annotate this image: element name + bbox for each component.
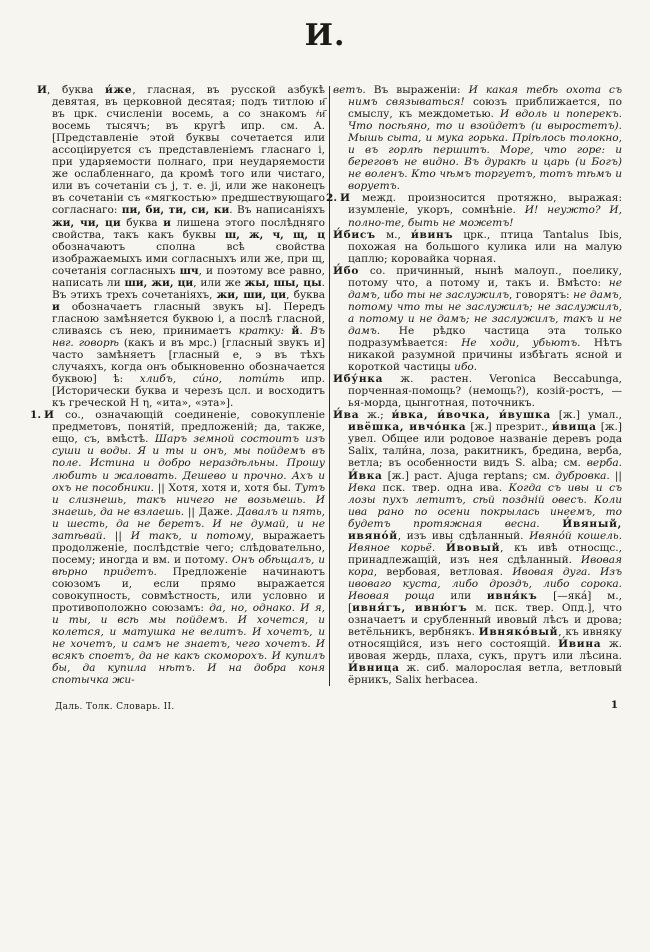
dictionary-paragraph [333,84,622,192]
text-run: ж. сиб. малорослая ветла, ветловый ёрникъ, Salix herbacea. [348,662,622,687]
text-run: . || [606,469,622,482]
text-run: , буква [46,84,106,96]
text-run [435,542,446,554]
text-run: [ж.] раст. Ajuga reptans; см. [382,469,556,482]
text-run: [ж.] презрит., [466,421,552,434]
left-column [30,84,326,687]
text-run: м., [375,228,411,241]
text-run: не дамъ, ибо ты не заслужилъ [348,276,622,301]
text-run: || [105,529,131,542]
text-run: Предложеніе начинаютъ союзомъ и, если прямо выражается совокупность, совмѣстность, или условно и противоположно союзамъ: [52,565,325,615]
text-run: Въ нвг. говорѣ [52,324,325,349]
text-run: жи, ши, ци [216,288,287,301]
dictionary-paragraph [333,265,622,373]
text-run: И какая тебѣ охота съ нимъ связываться! [348,84,622,109]
text-run: со. причинный, нынѣ малоуп., поелику, потому что, а потому и, такъ и. Вмѣсто: [348,264,622,289]
text-run: И́вовый [445,541,501,554]
text-run: и́вка, и́вочка, и́вушка [391,409,551,422]
page-number: 1 [610,699,618,711]
text-run: И! неужто? И, полно-те, быть не можетъ! [348,204,622,229]
text-run: И [340,192,350,205]
text-run: Давалъ и пять, и шесть, да не беретъ. И не думай, и не затѣвай. [52,505,325,542]
text-run: [ж.] умал., [550,409,623,422]
text-run: межд. произносится протяжно, выражая: изумленіе, укоръ, сомнѣніе. [348,192,622,217]
text-run: , буква [286,288,325,301]
text-run: , къ ивняку относящійся, изъ него состоящій. [348,626,622,651]
text-run: шч [179,264,199,277]
text-run: кратку: [238,324,285,337]
text-run: буква [120,216,164,229]
text-run: Въ выраженіи: [365,84,469,96]
text-run: ж. растен. Veronica Beccabunga, порченная-помощь? (немощь?), козій-ростъ, —ья-морда, цынготная, поточникъ. [348,373,622,410]
text-run: обозначаютъ сполна всѣ свойства изображаемыхъ ими согласныхъ или же, при щ, сочетанія согласныхъ [52,240,325,277]
dictionary-paragraph [30,409,326,687]
dictionary-paragraph [333,409,622,686]
text-run: И́вница [348,662,400,675]
text-run: ши, жи, ци [124,276,194,289]
text-run: И вдоль и поперекъ. Что посѣяно, то и взойдетъ (и выростетъ). Мышь сыта, и мука горька. Пріѣлось толокно, и въ горлѣ першитъ. Море, что горе: и береговъ не видно. Въ дуракѣ и царь (и Богъ) не воленъ. Кто чѣмъ торгуетъ, тотъ тѣмъ и воруетъ. [348,108,622,193]
text-run: ивня́гъ, ивню́гъ [352,602,468,615]
text-run: и́же [105,84,133,96]
text-run: верба [586,457,619,470]
text-run: Ибу́нка [333,373,384,386]
right-column [326,84,623,687]
dictionary-paragraph [37,84,325,409]
text-run: Не ходи, убьютъ. [461,336,581,349]
text-run: . [473,361,478,374]
text-run: црк., птица Tantalus Ibis, похожая на большого кулика или на малую цаплю; коровайка чорная. [348,228,622,265]
column-divider [329,86,330,686]
text-run: , вербовая, ветловая. [373,565,513,578]
text-run: И [44,409,54,422]
dictionary-paragraph [333,229,622,265]
text-run: жи, чи, ци [52,216,121,229]
text-run: м. пск. твер. Опд.], что означаетъ и срубленный ивовый лѣсъ и дрова; ветёльникъ, вербнякъ. [348,602,622,639]
text-run: лишена этого послѣдняго свойства, такъ какъ буквы [52,216,325,241]
text-run: И [37,84,47,96]
paragraph-number: 2. [326,192,338,205]
text-run: . [618,457,622,470]
dictionary-paragraph [333,373,622,409]
text-run: Тутъ и слизнешь, такъ ничего не возьмешь. И знаешь, да не взлаешь. [52,481,325,518]
text-run: обозначаетъ гласный звукъ ы]. Передъ гласною замѣняется буквою і, а послѣ гласной, сливаясь съ нею, принимаетъ [52,300,325,337]
text-run: Не рѣдко частица эта только подразумѣвается: [348,324,622,349]
text-run: ветъ. [333,84,366,96]
text-run: И́вяный, ивяно́й [348,517,623,542]
text-run: Ивовая кора [348,553,622,578]
text-run: Ивняко́вый [478,626,559,639]
text-run: , гласная, въ русской азбукѣ девятая, въ церковной десятая; подъ титлою и҃ въ црк. счисленіи восемь, а со знакомъ ҂и҃ восемь тысячъ; въ кругѣ ипр. см. А. [Представленіе этой буквы сочетается или ассоціируется съ представленіемъ гласнаго і, при ударяемости полнаго, при неударяемости же ослабленнаго, да кромѣ того или чистаго, или въ сочетаніи съ j, т. е. ji, или же наконецъ въ сочетаніи съ «мягкостью» предшествующаго согласнаго: [52,84,325,217]
text-run: союзъ приближается, по смыслу, къ междометью. [348,96,622,121]
text-run: ж.; [359,409,392,422]
text-run: (какъ и въ мрс.) [гласный звукъ и] часто замѣняетъ [гласный е, э въ тѣхъ случаяхъ, когда онъ обыкновенно обозначается буквою] ѣ: [52,336,325,386]
text-run: , выражаетъ продолженіе, послѣдствіе чего; слѣдовательно, посему; иногда и вм. и потому. [52,529,325,566]
text-run: Когда съ ивы и съ лозы пухъ летитъ, сѣй поздній овесъ. Коли ива рано по осени покрылась инеемъ, то будетъ протяжная весна. [348,481,623,530]
text-run [540,518,563,530]
text-run: дубровка [555,469,607,482]
text-run: ипр. [Исторически буква и черезъ цсл. и восходитъ къ греческой Н η, «ита», «эта»]. [52,373,325,410]
text-run: И́бо [333,264,360,277]
text-run: или [434,589,487,602]
dictionary-paragraph [326,192,622,229]
text-run: жы, шы, цы [244,276,322,289]
text-run: Онъ обѣщалъ, и вѣрно придетъ. [52,553,326,578]
text-run: , къ ивѣ относщс., принадлежащій, изъ нея сдѣланный. [348,541,622,566]
text-run: Ивовая дуга. Изъ ивоваго куста, либо дроздъ, либо сорока. Ивовая роща [348,565,622,602]
text-run: И такъ, и потому [130,529,251,542]
text-run: да, но, однако. И я, и ты, и всѣ мы пойдемъ. И хочется, и колется, и матушка не велитъ. И хочетъ, и не хочетъ, и самъ не знаетъ, чего хочетъ. И всякъ споетъ, да не какъ скоморохъ. И купилъ бы, да купила нѣтъ. И на добра коня спотычка жи- [52,602,325,687]
text-run: [—яка́] м., [ [348,589,622,615]
text-run: [ж.] увел. Общее или родовое названіе деревъ рода Salix, тали́на, лоза, ракитникъ, бредина, верба, ветла; въ особенности видъ S. alba; см. [348,421,622,470]
text-run: , говорятъ: [509,288,574,301]
text-run: Ивяно́й кошель. Ивяное корьё. [348,529,622,554]
text-run: и́винъ [410,228,454,241]
text-run: И́бисъ [333,228,376,241]
page-title: И. [304,18,346,53]
text-run: й [291,324,300,337]
text-run: ибо [454,361,474,374]
text-run: пи, би, ти, си, ки [121,204,230,217]
text-run: И́вина [558,638,602,651]
text-run: , или же [193,276,245,289]
text-run: И́ва [333,409,360,422]
text-run: и́вища [551,421,597,434]
text-run: ш, ж, ч, щ, ц [224,228,325,241]
text-run: || Хотя, хотя и, хотя бы. [153,481,295,494]
text-run: ж. ивовая жердь, плаха, сукъ, прутъ или лѣсина. [348,638,622,663]
text-run: пск. твер. одна ива. [375,481,509,494]
text-block [30,84,623,687]
text-run: Нѣтъ никакой разумной причины избѣгать ясной и короткой частицы [348,336,623,374]
text-run: . Въ этихъ трехъ сочетаніяхъ, [52,276,325,301]
text-run: не дамъ, потому что ты не заслужилъ; не заслужилъ, а потому и не дамъ; не заслужилъ, такъ и не дамъ. [348,288,623,337]
text-run: со., означающій соединеніе, совокупленіе предметовъ, понятій, предложеній; да, также, ещо, съ, вмѣстѣ. [52,409,325,446]
text-run: хлибъ, си́но, поти́ть [139,373,285,386]
footer-imprint: Даль. Толк. Словарь. II. [55,702,175,712]
text-run: , изъ ивы сдѣланный. [397,529,530,542]
text-run [284,325,292,337]
paragraph-number: 1. [30,409,42,422]
text-run: , и поэтому все равно, написать ли [52,264,325,289]
text-run: || Даже. [184,505,237,518]
text-run: . [299,324,311,337]
text-run: ивёшка, ивчо́нка [348,421,467,434]
text-run: и [163,216,171,229]
text-run: Ивка [348,481,376,494]
text-run: и [52,300,60,313]
text-run: ивня́къ [486,589,538,602]
text-run: . Въ написаніяхъ [229,204,325,217]
text-run: И́вка [348,469,383,482]
text-run: Шаръ земной состоитъ изъ суши и воды. Я и ты и онъ, мы пойдемъ въ поле. Истина и добро нераздѣльны. Прошу любить и жаловать. Дешево и прочно. Ахъ и охъ не пособники. [52,433,325,494]
